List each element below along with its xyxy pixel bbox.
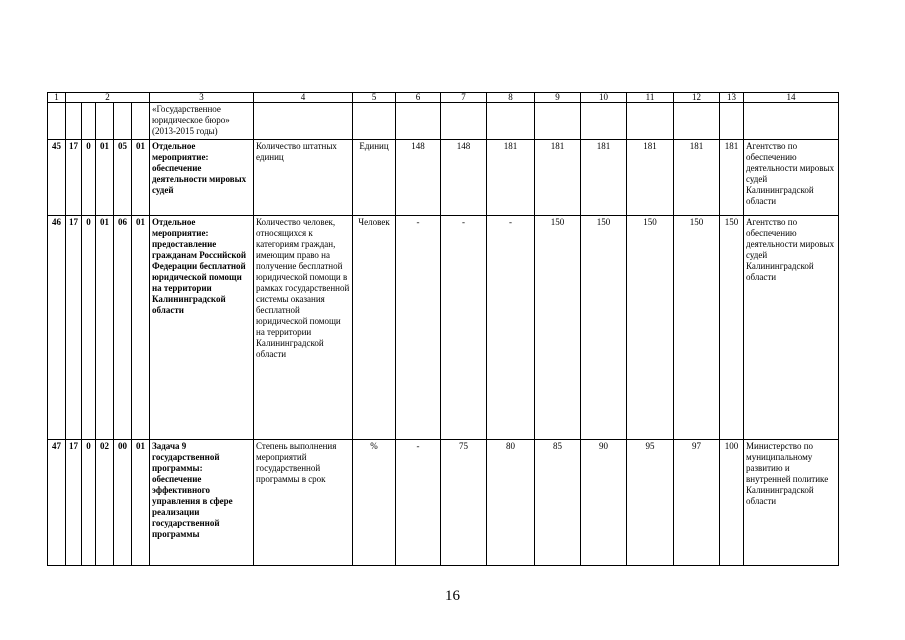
responsible-cell: Агентство по обеспечению деятельности мировых судей Калининградской области <box>744 140 839 216</box>
value-cell: 181 <box>627 140 674 216</box>
value-cell: 90 <box>581 440 627 566</box>
value-cell: 181 <box>581 140 627 216</box>
value-cell: - <box>396 440 441 566</box>
code-cell: 01 <box>132 440 150 566</box>
value-cell: - <box>396 216 441 440</box>
header-cell-10: 10 <box>581 93 627 103</box>
header-cell-14: 14 <box>744 93 839 103</box>
header-cell-11: 11 <box>627 93 674 103</box>
header-cell-2: 2 <box>66 93 150 103</box>
measure-name-cell: Отдельное мероприятие: обеспечение деятельности мировых судей <box>150 140 254 216</box>
value-cell: 75 <box>441 440 487 566</box>
table-row <box>48 140 839 216</box>
value-cell: 150 <box>535 216 581 440</box>
row-number: 46 <box>48 216 66 440</box>
header-cell-7: 7 <box>441 93 487 103</box>
row-number: 47 <box>48 440 66 566</box>
table-row <box>48 216 839 440</box>
page-number: 16 <box>445 588 460 604</box>
code-cell: 02 <box>96 440 114 566</box>
header-cell-12: 12 <box>674 93 720 103</box>
code-cell: 01 <box>96 216 114 440</box>
header-cell-3: 3 <box>150 93 254 103</box>
unit-cell: Единиц <box>353 140 396 216</box>
value-cell: 95 <box>627 440 674 566</box>
continuation-row <box>48 103 839 140</box>
header-cell-6: 6 <box>396 93 441 103</box>
value-cell: 150 <box>627 216 674 440</box>
code-cell: 0 <box>82 140 96 216</box>
value-cell: - <box>441 216 487 440</box>
value-cell: 148 <box>441 140 487 216</box>
value-cell: 181 <box>535 140 581 216</box>
value-cell: 100 <box>720 440 744 566</box>
header-cell-4: 4 <box>254 93 353 103</box>
indicator-cell: Степень выполнения мероприятий государственной программы в срок <box>254 440 353 566</box>
header-row <box>48 93 839 103</box>
code-cell: 05 <box>114 140 132 216</box>
indicator-cell: Количество штатных единиц <box>254 140 353 216</box>
code-cell: 0 <box>82 216 96 440</box>
value-cell: 181 <box>487 140 535 216</box>
responsible-cell: Министерство по муниципальному развитию и внутренней политике Калининградской области <box>744 440 839 566</box>
code-cell: 0 <box>82 440 96 566</box>
value-cell: - <box>487 216 535 440</box>
value-cell: 150 <box>720 216 744 440</box>
header-cell-9: 9 <box>535 93 581 103</box>
indicator-cell: Количество человек, относящихся к категориям граждан, имеющим право на получение бесплатной юридической помощи в рамках государственной системы оказания бесплатной юридической помощи на территории Калининградской области <box>254 216 353 440</box>
value-cell: 85 <box>535 440 581 566</box>
row-number: 45 <box>48 140 66 216</box>
header-cell-5: 5 <box>353 93 396 103</box>
header-cell-13: 13 <box>720 93 744 103</box>
table-row <box>48 440 839 566</box>
code-cell: 17 <box>66 440 82 566</box>
code-cell: 01 <box>132 216 150 440</box>
header-cell-1: 1 <box>48 93 66 103</box>
value-cell: 148 <box>396 140 441 216</box>
measure-name-cell: Задача 9 государственной программы: обеспечение эффективного управления в сфере реализации государственной программы <box>150 440 254 566</box>
value-cell: 97 <box>674 440 720 566</box>
value-cell: 181 <box>720 140 744 216</box>
responsible-cell: Агентство по обеспечению деятельности мировых судей Калининградской области <box>744 216 839 440</box>
value-cell: 181 <box>674 140 720 216</box>
header-cell-8: 8 <box>487 93 535 103</box>
unit-cell: % <box>353 440 396 566</box>
code-cell: 06 <box>114 216 132 440</box>
measure-name-cell: Отдельное мероприятие: предоставление гражданам Российской Федерации бесплатной юридической помощи на территории Калининградской области <box>150 216 254 440</box>
code-cell: 00 <box>114 440 132 566</box>
value-cell: 150 <box>674 216 720 440</box>
code-cell: 17 <box>66 140 82 216</box>
value-cell: 150 <box>581 216 627 440</box>
data-table <box>47 92 839 566</box>
code-cell: 01 <box>132 140 150 216</box>
continuation-name-cell: «Государственное юридическое бюро» (2013-2015 годы) <box>150 103 254 140</box>
code-cell: 17 <box>66 216 82 440</box>
value-cell: 80 <box>487 440 535 566</box>
code-cell: 01 <box>96 140 114 216</box>
unit-cell: Человек <box>353 216 396 440</box>
